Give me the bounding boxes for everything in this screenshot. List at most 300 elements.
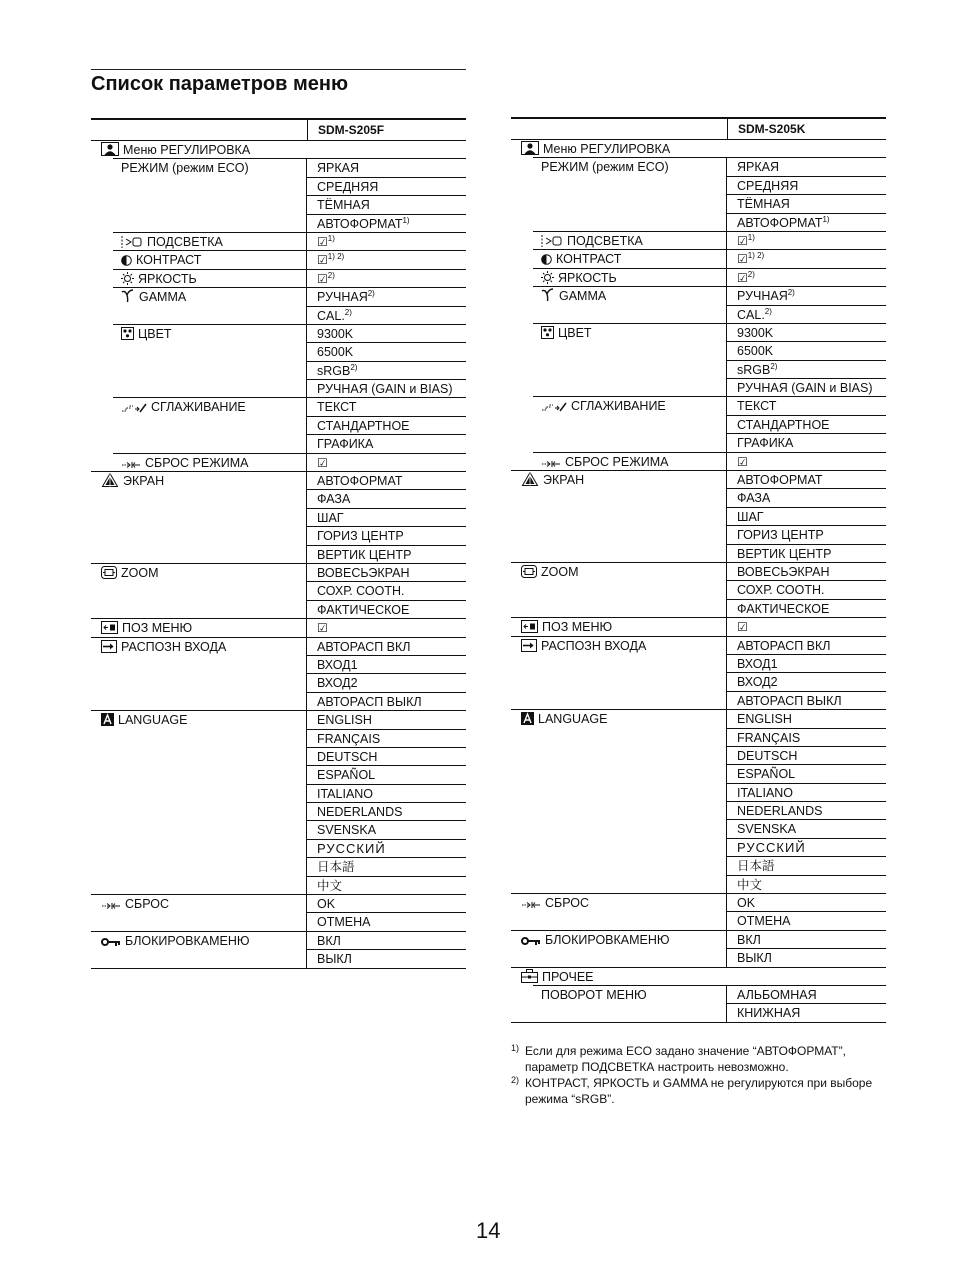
option-value [726,618,886,636]
label-text: РЕЖИМ (режим ECO) [121,161,249,176]
value-text: ШАГ [317,510,344,525]
option-value [726,839,886,857]
table-row [91,895,466,913]
menu-item-label [121,159,249,177]
menu-item-label [541,250,621,268]
footnote-mark: 2) [511,1075,520,1085]
option-value [306,472,466,490]
label-text: GAMMA [139,290,187,305]
table-row [511,489,886,507]
menu-item-label [521,637,646,655]
value-text: АВТОФОРМАТ [737,473,823,488]
table-row [91,619,466,637]
table-row [91,546,466,564]
label-text: ЭКРАН [123,474,165,489]
table-row [91,858,466,876]
label-text: ПОДСВЕТКА [567,233,643,248]
option-value [306,730,466,748]
menu-item-label [521,140,670,158]
value-text: sRGB [737,362,771,377]
table-row [91,325,466,343]
option-value [306,490,466,508]
option-value [726,784,886,802]
menu-item-label [101,711,187,729]
table-row [511,729,886,747]
label-text: ЯРКОСТЬ [558,270,617,285]
table-row [91,950,466,968]
table-row [511,765,886,783]
table-row [511,802,886,820]
table-row [511,581,886,599]
menu-item-label [521,894,589,912]
option-value [306,325,466,343]
value-text: ГРАФИКА [737,436,794,451]
value-text: ТЁМНАЯ [737,197,790,212]
group-divider [91,968,306,969]
table-body [91,141,466,969]
option-value [726,306,886,324]
table-row [91,803,466,821]
menu-item-label [521,471,584,489]
value-text: АВТОФОРМАТ [317,474,403,489]
value-text: ТЕКСТ [737,399,777,414]
value-text: АВТОРАСП ВКЛ [317,639,411,654]
checkbox-icon: ☑ [737,454,748,469]
footnote-ref: 1) [822,214,830,224]
table-row [91,527,466,545]
value-text: SVENSKA [737,822,797,837]
option-value [726,232,886,250]
footnote-ref: 2) [787,288,795,298]
value-text: sRGB [317,363,351,378]
option-value [306,877,466,895]
option-value [306,656,466,674]
value-text: CAL. [737,307,765,322]
table-row [511,434,886,452]
option-value [306,711,466,729]
checkbox-icon: ☑ [317,271,328,286]
table-row [511,618,886,636]
menu-item-label [121,270,197,288]
table-row [511,673,886,691]
option-value [726,820,886,838]
value-text: ВКЛ [737,932,761,947]
menu-item-label [541,397,666,415]
value-text: ITALIANO [737,785,794,800]
model-name: SDM-S205F [307,120,384,140]
option-value [726,1004,886,1022]
option-value [726,471,886,489]
menu-table-sdm-s205f [91,118,466,969]
table-row [91,178,466,196]
option-value [726,397,886,415]
option-value [726,729,886,747]
option-value [306,913,466,931]
label-text: РЕЖИМ (режим ECO) [541,160,669,175]
table-row [91,196,466,214]
label-text: LANGUAGE [538,712,608,727]
menu-item-label [121,325,172,343]
value-text: ESPAÑOL [317,768,376,783]
table-row [91,251,466,269]
menu-item-label [541,986,647,1004]
option-value [726,416,886,434]
value-text: ФАЗА [737,491,771,506]
value-text: ВХОД2 [317,676,358,691]
table-row [91,454,466,472]
value-text: АВТОРАСП ВЫКЛ [317,694,422,709]
option-value [726,361,886,379]
table-row [91,785,466,803]
checkbox-icon: ☑ [737,270,748,285]
table-body [511,140,886,1023]
footnote-mark: 1) [511,1043,520,1053]
label-text: СБРОС РЕЖИМА [565,454,669,469]
value-text: ШАГ [737,509,764,524]
table-header [511,117,886,140]
table-row [91,730,466,748]
value-text: DEUTSCH [317,749,378,764]
table-row [511,324,886,342]
footnote-text: Если для режима ECO задано значение “АВТОФОРМАТ”, параметр ПОДСВЕТКА настроить невозможно. [525,1044,846,1074]
value-text: 日本語 [737,859,775,874]
option-value [306,785,466,803]
menu-item-label [521,710,607,728]
table-row [91,913,466,931]
table-row [91,656,466,674]
option-value [726,802,886,820]
option-value [306,858,466,876]
label-text: СБРОС [125,897,170,912]
table-row [91,362,466,380]
value-text: РУЧНАЯ [317,290,368,305]
option-value [306,380,466,398]
table-row [511,968,886,986]
option-value [726,894,886,912]
table-row [91,288,466,306]
option-value [306,766,466,784]
table-row [91,417,466,435]
table-row [91,141,466,159]
table-row [91,509,466,527]
table-row [511,986,886,1004]
option-value [306,398,466,416]
table-row [511,876,886,894]
label-text: СБРОС [545,896,590,911]
table-row [511,894,886,912]
label-text: ЦВЕТ [138,326,172,341]
label-text: ZOOM [121,565,159,580]
label-text: ПОДСВЕТКА [147,234,223,249]
menu-table-sdm-s205k [511,117,886,1023]
footnote-ref: 2) [367,289,375,299]
option-value [726,986,886,1004]
option-value [306,674,466,692]
table-row [91,307,466,325]
menu-item-label [121,288,186,306]
table-row [511,508,886,526]
menu-item-label [521,563,579,581]
table-row [511,306,886,324]
footnotes [511,1043,891,1107]
option-value [306,307,466,325]
table-row [91,821,466,839]
value-text: РУЧНАЯ [737,289,788,304]
option-value [726,545,886,563]
label-text: ЭКРАН [543,473,585,488]
value-text: 9300K [317,326,354,341]
table-row [511,158,886,176]
option-value [726,158,886,176]
table-row [511,232,886,250]
value-text: ВЕРТИК ЦЕНТР [317,547,412,562]
menu-item-label [101,638,226,656]
value-text: ГОРИЗ ЦЕНТР [317,529,404,544]
checkbox-icon: ☑ [317,455,328,470]
value-text: ЯРКАЯ [317,161,360,176]
option-value [726,765,886,783]
label-text: ZOOM [541,564,579,579]
value-text: ФАКТИЧЕСКОЕ [737,601,830,616]
value-text: СРЕДНЯЯ [317,179,379,194]
footnote-ref: 1) [327,233,335,243]
option-value [306,233,466,251]
value-text: ФАЗА [317,492,351,507]
option-value [726,453,886,471]
menu-item-label [541,324,592,342]
value-text: ITALIANO [317,786,374,801]
label-text: СГЛАЖИВАНИЕ [151,400,246,415]
value-text: 日本語 [317,860,355,875]
value-text: 中文 [737,877,763,892]
option-value [726,857,886,875]
option-value [306,601,466,619]
option-value [306,417,466,435]
value-text: OK [317,897,336,912]
table-row [511,416,886,434]
checkbox-icon: ☑ [737,252,748,267]
page-number: 14 [476,1218,501,1243]
table-row [511,471,886,489]
label-text: КОНТРАСТ [136,253,202,268]
option-value [726,949,886,967]
title-rule [91,69,466,70]
table-row [91,582,466,600]
table-row [91,932,466,950]
option-value [726,747,886,765]
table-row [91,233,466,251]
option-value [306,840,466,858]
table-row [511,361,886,379]
option-value [726,563,886,581]
option-value [726,673,886,691]
table-row [91,674,466,692]
option-value [726,342,886,360]
value-text: АВТОРАСП ВКЛ [737,638,831,653]
option-value [306,821,466,839]
label-text: КОНТРАСТ [556,252,622,267]
option-value [306,159,466,177]
table-row [511,397,886,415]
checkbox-icon: ☑ [317,621,328,636]
value-text: ФАКТИЧЕСКОЕ [317,602,410,617]
checkbox-icon: ☑ [317,253,328,268]
table-row [91,748,466,766]
footnote-ref: 1) [402,215,410,225]
value-text: СТАНДАРТНОЕ [317,418,410,433]
table-row [511,287,886,305]
menu-item-label [101,895,169,913]
option-value [306,215,466,233]
table-row [91,435,466,453]
value-text: ЯРКАЯ [737,160,780,175]
table-row [91,270,466,288]
value-text: ОТМЕНА [317,915,371,930]
table-row [91,472,466,490]
value-text: СОХР. СООТН. [317,584,405,599]
footnote-ref: 2) [747,269,755,279]
table-row [511,637,886,655]
label-text: ПОЗ МЕНЮ [122,621,193,636]
option-value [306,362,466,380]
value-text: ВОВЕСЬЭКРАН [317,565,410,580]
table-row [511,250,886,268]
footnote-ref: 2) [327,270,335,280]
value-text: 6500K [317,345,354,360]
option-value [306,288,466,306]
menu-item-label [541,287,606,305]
option-value [726,195,886,213]
table-row [91,693,466,711]
value-text: СОХР. СООТН. [737,583,825,598]
option-value [306,270,466,288]
option-value [306,564,466,582]
footnote-ref: 2) [764,306,772,316]
table-row [91,840,466,858]
value-text: АВТОРАСП ВЫКЛ [737,693,842,708]
value-text: РУССКИЙ [737,839,806,855]
option-value [306,546,466,564]
table-row [511,1004,886,1022]
checkbox-icon: ☑ [737,620,748,635]
option-value [306,582,466,600]
table-row [91,564,466,582]
value-text: ENGLISH [317,713,372,728]
menu-item-label [121,233,223,251]
footnote-1 [511,1043,891,1075]
value-text: ВЫКЛ [737,951,772,966]
option-value [726,379,886,397]
page-title: Список параметров меню [91,73,349,95]
footnote-2 [511,1075,891,1107]
menu-item-label [101,932,250,950]
option-value [726,434,886,452]
label-text: LANGUAGE [118,713,188,728]
value-text: ВХОД2 [737,675,778,690]
menu-item-label [521,618,612,636]
option-value [306,196,466,214]
option-value [726,637,886,655]
table-row [511,214,886,232]
option-value [306,693,466,711]
label-text: СГЛАЖИВАНИЕ [571,399,666,414]
table-row [511,949,886,967]
option-value [726,710,886,728]
value-text: ВХОД1 [317,657,358,672]
option-value [726,876,886,894]
table-header [91,118,466,141]
table-row [511,269,886,287]
option-value [306,178,466,196]
table-row [511,912,886,930]
footnote-ref: 1) 2) [327,252,345,262]
option-value [306,950,466,968]
label-text: GAMMA [559,289,607,304]
value-text: ТЁМНАЯ [317,198,370,213]
checkbox-icon: ☑ [317,234,328,249]
value-text: АВТОФОРМАТ [317,216,403,231]
value-text: АЛЬБОМНАЯ [737,987,817,1002]
label-text: ЯРКОСТЬ [138,271,197,286]
value-text: КНИЖНАЯ [737,1006,801,1021]
option-value [726,214,886,232]
table-row [91,601,466,619]
value-text: ГОРИЗ ЦЕНТР [737,528,824,543]
option-value [726,600,886,618]
menu-item-label [521,968,594,986]
value-text: РУССКИЙ [317,840,386,856]
value-text: ENGLISH [737,712,792,727]
label-text: СБРОС РЕЖИМА [145,455,249,470]
table-row [511,195,886,213]
label-text: РАСПОЗН ВХОДА [541,638,647,653]
group-divider [511,1022,726,1023]
footnote-ref: 2) [344,307,352,317]
table-row [511,453,886,471]
table-row [511,600,886,618]
menu-item-label [541,453,668,471]
label-text: БЛОКИРОВКАМЕНЮ [125,933,250,948]
value-text: 9300K [737,325,774,340]
option-value [306,435,466,453]
value-text: ВОВЕСЬЭКРАН [737,564,830,579]
table-row [511,342,886,360]
option-value [726,581,886,599]
value-text: ОТМЕНА [737,914,791,929]
option-value [726,526,886,544]
option-value [306,343,466,361]
table-row [91,380,466,398]
table-row [91,711,466,729]
menu-item-label [101,619,192,637]
table-row [511,545,886,563]
table-row [91,766,466,784]
table-row [511,177,886,195]
menu-item-label [541,232,643,250]
option-value [306,619,466,637]
table-row [511,820,886,838]
table-row [511,563,886,581]
menu-item-label [101,472,164,490]
menu-item-label [121,251,201,269]
table-row [91,877,466,895]
menu-item-label [541,269,617,287]
option-value [306,454,466,472]
value-text: DEUTSCH [737,748,798,763]
checkbox-icon: ☑ [737,233,748,248]
value-text: ВХОД1 [737,656,778,671]
option-value [726,177,886,195]
